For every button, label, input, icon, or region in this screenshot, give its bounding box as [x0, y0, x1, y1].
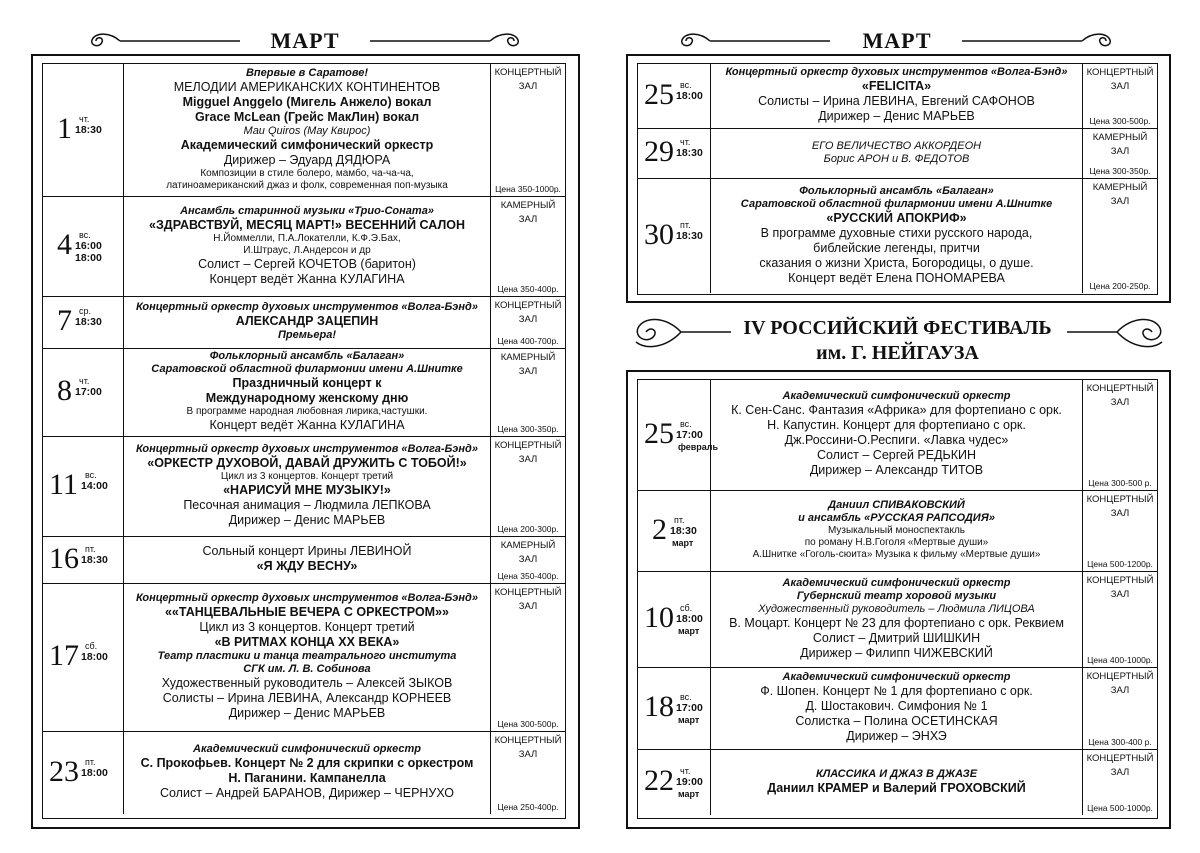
event-text-line: Н. Капустин. Концерт для фортепиано с орк.	[767, 418, 1026, 432]
date-cell	[638, 668, 711, 749]
event-text-line: Академический симфонический оркестр	[782, 671, 1011, 683]
venue-cell	[1082, 491, 1157, 571]
event-text-line: Международному женскому дню	[205, 391, 409, 405]
event-text-line: Песочная анимация – Людмила ЛЕПКОВА	[183, 498, 431, 512]
event-text-line: Концертный оркестр духовых инструментов «Волга-Бэнд»	[725, 66, 1068, 78]
event-text-line: Художественный руководитель – Алексей ЗЫКОВ	[161, 676, 453, 690]
event-text-line: Mau Quiros (Мау Квирос)	[243, 125, 371, 137]
time-second: 18:00	[75, 252, 102, 264]
right-ornament-left	[670, 30, 835, 52]
weekday: чт.	[79, 113, 90, 124]
event-description	[712, 668, 1081, 749]
event-text-line: «В РИТМАХ КОНЦА XX ВЕКА»	[214, 635, 400, 649]
left-schedule-table	[42, 63, 566, 819]
price-label: Цена 500-1000р.	[1087, 803, 1153, 813]
venue-name: КОНЦЕРТНЫЙ ЗАЛ	[1086, 494, 1154, 519]
time: 18:30	[676, 229, 703, 242]
price-label: Цена 500-1200р.	[1087, 559, 1153, 569]
event-description	[125, 537, 489, 583]
event-description	[125, 732, 489, 814]
venue-name: КОНЦЕРТНЫЙ ЗАЛ	[1086, 671, 1154, 696]
time: 17:00	[75, 386, 102, 398]
event-text-line: «FELICITA»	[861, 79, 932, 93]
time: 18:30	[676, 147, 703, 159]
event-text-line: Migguel Anggelo (Мигель Анжело) вокал	[182, 95, 432, 109]
event-text-line: Губернский театр хоровой музыки	[796, 590, 997, 602]
venue-cell	[490, 437, 565, 536]
event-text-line: Н. Паганини. Кампанелла	[228, 771, 386, 785]
time: 18:00	[676, 89, 703, 102]
venue-name: КОНЦЕРТНЫЙ ЗАЛ	[494, 300, 562, 325]
event-text-line: Солист – Дмитрий ШИШКИН	[812, 631, 981, 645]
event-text-line: и ансамбль «РУССКАЯ РАПСОДИЯ»	[798, 512, 995, 524]
event-description	[712, 380, 1081, 490]
event-text-line: Музыкальный моноспектакль	[827, 525, 966, 536]
event-text-line: Даниил СПИВАКОВСКИЙ	[828, 499, 965, 511]
weekday: ср.	[79, 306, 92, 316]
event-description	[712, 491, 1081, 571]
event-text-line: Дирижер – Денис МАРЬЕВ	[228, 706, 386, 720]
event-row	[43, 349, 565, 437]
weekday: вс.	[79, 230, 91, 240]
day-number: 18	[644, 690, 674, 723]
festival-title-line2: им. Г. НЕЙГАУЗА	[816, 342, 979, 364]
event-row	[638, 179, 1157, 293]
time: 18:30	[81, 553, 108, 566]
venue-name: КАМЕРНЫЙ ЗАЛ	[1092, 132, 1148, 157]
event-row	[638, 572, 1157, 668]
event-description	[125, 297, 489, 348]
event-text-line: Фольклорный ансамбль «Балаган»	[209, 350, 405, 362]
venue-cell	[490, 584, 565, 731]
date-cell	[638, 750, 711, 815]
event-description	[125, 584, 489, 731]
event-description	[712, 129, 1081, 178]
event-text-line: СГК им. Л. В. Собинова	[243, 663, 371, 675]
event-text-line: Солистка – Полина ОСЕТИНСКАЯ	[795, 714, 998, 728]
weekday: чт.	[680, 766, 691, 776]
venue-cell	[1082, 572, 1157, 667]
event-row	[43, 297, 565, 349]
month-label: март	[678, 626, 700, 636]
event-row	[43, 64, 565, 197]
weekday: чт.	[79, 376, 90, 386]
event-text-line: Цикл из 3 концертов. Концерт третий	[220, 471, 394, 482]
event-text-line: Борис АРОН и В. ФЕДОТОВ	[823, 153, 970, 165]
event-text-line: ««ТАНЦЕВАЛЬНЫЕ ВЕЧЕРА С ОРКЕСТРОМ»»	[164, 605, 449, 619]
venue-name: КАМЕРНЫЙ ЗАЛ	[1092, 182, 1148, 207]
left-ornament-left	[80, 30, 245, 52]
event-row	[638, 491, 1157, 572]
event-row	[43, 732, 565, 814]
price-label: Цена 200-300р.	[497, 524, 559, 534]
event-text-line: Солисты – Ирина ЛЕВИНА, Евгений САФОНОВ	[758, 94, 1035, 108]
weekday: вс.	[85, 470, 97, 480]
time: 17:00	[676, 702, 703, 714]
event-text-line: Даниил КРАМЕР и Валерий ГРОХОВСКИЙ	[767, 781, 1026, 795]
venue-cell	[1082, 129, 1157, 178]
date-cell	[638, 572, 711, 667]
venue-cell	[1082, 750, 1157, 815]
festival-schedule-table	[637, 379, 1158, 819]
price-label: Цена 300-500р.	[1089, 116, 1151, 126]
price-label: Цена 200-250р.	[1089, 281, 1151, 291]
event-text-line: Концерт ведёт Жанна КУЛАГИНА	[209, 272, 405, 286]
event-text-line: А.Шнитке «Гоголь-сюита» Музыка к фильму «Мертвые души»	[752, 549, 1041, 560]
price-label: Цена 350-400р.	[497, 284, 559, 294]
event-text-line: Grace McLean (Грейс МакЛин) вокал	[194, 110, 420, 124]
date-cell	[43, 584, 124, 731]
event-description	[125, 349, 489, 436]
event-row	[43, 437, 565, 537]
weekday: пт.	[680, 219, 691, 230]
event-text-line: Впервые в Саратове!	[245, 67, 369, 79]
event-text-line: Концерт ведёт Жанна КУЛАГИНА	[209, 418, 405, 432]
event-text-line: латиноамериканский джаз и фолк, современная поп-музыка	[166, 180, 448, 191]
event-text-line: Дирижер – Эдуард ДЯДЮРА	[223, 153, 391, 167]
venue-name: КОНЦЕРТНЫЙ ЗАЛ	[494, 735, 562, 760]
event-text-line: Академический симфонический оркестр	[782, 390, 1011, 402]
event-text-line: Д. Шостакович. Симфония № 1	[805, 699, 988, 713]
event-description	[125, 64, 489, 196]
event-text-line: Академический симфонический оркестр	[193, 743, 421, 755]
right-month-title: МАРТ	[862, 28, 932, 53]
event-text-line: Праздничный концерт к	[232, 376, 382, 390]
event-text-line: Солист – Андрей БАРАНОВ, Дирижер – ЧЕРНУХО	[159, 786, 455, 800]
event-text-line: ЕГО ВЕЛИЧЕСТВО АККОРДЕОН	[811, 140, 982, 152]
month-label: февраль	[678, 441, 719, 452]
day-number: 30	[644, 217, 674, 251]
time: 18:00	[676, 613, 703, 625]
weekday: вс.	[680, 692, 692, 702]
venue-cell	[490, 297, 565, 348]
date-cell	[43, 537, 124, 583]
right-ornament-right	[957, 30, 1122, 52]
event-text-line: Академический симфонический оркестр	[180, 138, 434, 152]
event-text-line: Н.Йоммелли, П.А.Локателли, К.Ф.Э.Бах,	[213, 233, 401, 244]
event-description	[125, 197, 489, 296]
date-cell	[638, 179, 711, 293]
event-text-line: Дирижер – Филипп ЧИЖЕВСКИЙ	[800, 646, 993, 660]
venue-name: КАМЕРНЫЙ ЗАЛ	[500, 200, 556, 225]
venue-name: КОНЦЕРТНЫЙ ЗАЛ	[494, 67, 562, 92]
time: 14:00	[81, 480, 108, 492]
time: 18:30	[75, 123, 102, 136]
event-text-line: Концертный оркестр духовых инструментов «Волга-Бэнд»	[136, 301, 478, 313]
event-text-line: Ансамбль старинной музыки «Трио-Соната»	[180, 205, 434, 217]
event-text-line: библейские легенды, притчи	[813, 241, 980, 255]
venue-name: КАМЕРНЫЙ ЗАЛ	[500, 352, 556, 377]
price-label: Цена 300-350р.	[1089, 166, 1151, 176]
event-text-line: «НАРИСУЙ МНЕ МУЗЫКУ!»	[223, 483, 391, 497]
day-number: 8	[57, 374, 72, 407]
venue-name: КОНЦЕРТНЫЙ ЗАЛ	[1086, 67, 1154, 92]
day-number: 1	[57, 111, 72, 145]
event-row	[638, 129, 1157, 179]
event-text-line: Художественный руководитель – Людмила ЛИЦОВА	[758, 603, 1035, 615]
event-text-line: «ЗДРАВСТВУЙ, МЕСЯЦ МАРТ!» ВЕСЕННИЙ САЛОН	[149, 218, 465, 232]
event-text-line: «ОРКЕСТР ДУХОВОЙ, ДАВАЙ ДРУЖИТЬ С ТОБОЙ!»	[147, 456, 467, 470]
event-text-line: Академический симфонический оркестр	[782, 577, 1011, 589]
weekday: пт.	[674, 514, 685, 525]
venue-cell	[490, 732, 565, 814]
right-schedule-table	[637, 63, 1158, 295]
month-label: март	[672, 537, 694, 548]
event-description	[712, 64, 1081, 128]
price-label: Цена 300-350р.	[497, 424, 559, 434]
event-text-line: К. Сен-Санс. Фантазия «Африка» для фортепиано с орк.	[731, 403, 1062, 417]
date-cell	[43, 349, 124, 436]
venue-name: КОНЦЕРТНЫЙ ЗАЛ	[494, 587, 562, 612]
event-text-line: Дирижер – ЭНХЭ	[846, 729, 947, 743]
price-label: Цена 300-400 р.	[1088, 737, 1152, 747]
day-number: 7	[57, 304, 72, 337]
event-text-line: Концертный оркестр духовых инструментов «Волга-Бэнд»	[136, 443, 478, 455]
event-text-line: Композиции в стиле болеро, мамбо, ча-ча-ча,	[200, 168, 414, 179]
event-text-line: Концерт ведёт Елена ПОНОМАРЕВА	[788, 271, 1005, 285]
time: 17:00	[676, 428, 703, 441]
event-text-line: Концертный оркестр духовых инструментов «Волга-Бэнд»	[136, 592, 478, 604]
price-label: Цена 350-400р.	[497, 571, 559, 581]
event-text-line: С. Прокофьев. Концерт № 2 для скрипки с оркестром	[140, 756, 474, 770]
event-row	[638, 380, 1157, 491]
event-text-line: Солист – Сергей КОЧЕТОВ (баритон)	[198, 257, 416, 271]
event-text-line: Дирижер – Денис МАРЬЕВ	[818, 109, 975, 123]
event-row	[638, 750, 1157, 815]
venue-name: КОНЦЕРТНЫЙ ЗАЛ	[1086, 383, 1154, 408]
time: 18:30	[670, 524, 697, 537]
event-text-line: В. Моцарт. Концерт № 23 для фортепиано с орк. Реквием	[729, 616, 1064, 630]
venue-cell	[1082, 380, 1157, 490]
event-text-line: Театр пластики и танца театрального института	[157, 650, 457, 662]
event-text-line: В программе духовные стихи русского народа,	[760, 226, 1033, 240]
event-row	[43, 537, 565, 584]
day-number: 17	[49, 639, 79, 672]
day-number: 25	[644, 77, 674, 111]
date-cell	[43, 197, 124, 296]
event-text-line: В программе народная любовная лирика,частушки.	[186, 406, 428, 417]
weekday: вс.	[680, 79, 692, 90]
event-text-line: АЛЕКСАНДР ЗАЦЕПИН	[235, 314, 379, 328]
weekday: пт.	[85, 756, 96, 767]
event-text-line: Дирижер – Денис МАРЬЕВ	[228, 513, 386, 527]
weekday: пт.	[85, 543, 96, 554]
event-text-line: Ф. Шопен. Концерт № 1 для фортепиано с орк.	[760, 684, 1033, 698]
date-cell	[43, 437, 124, 536]
day-number: 22	[644, 764, 674, 797]
date-cell	[638, 129, 711, 178]
venue-cell	[490, 197, 565, 296]
venue-cell	[1082, 179, 1157, 293]
event-text-line: Дирижер – Александр ТИТОВ	[809, 463, 984, 477]
day-number: 4	[57, 228, 72, 261]
festival-ornament-right	[1062, 308, 1172, 356]
venue-name: КОНЦЕРТНЫЙ ЗАЛ	[494, 440, 562, 465]
price-label: Цена 300-500 р.	[1088, 478, 1152, 488]
venue-cell	[490, 537, 565, 583]
day-number: 11	[49, 468, 78, 501]
venue-name: КОНЦЕРТНЫЙ ЗАЛ	[1086, 753, 1154, 778]
event-text-line: Цикл из 3 концертов. Концерт третий	[199, 620, 415, 634]
date-cell	[638, 64, 711, 128]
day-number: 25	[644, 416, 674, 450]
event-text-line: «РУССКИЙ АПОКРИФ»	[826, 211, 967, 225]
event-text-line: Саратовской областной филармонии имени А.Шнитке	[151, 363, 463, 375]
left-month-title: МАРТ	[270, 28, 340, 53]
event-row	[43, 197, 565, 297]
date-cell	[43, 297, 124, 348]
event-description	[125, 437, 489, 536]
time: 16:00	[75, 240, 102, 252]
event-text-line: «Я ЖДУ ВЕСНУ»	[256, 559, 358, 573]
weekday: вс.	[680, 418, 692, 429]
event-text-line: КЛАССИКА И ДЖАЗ В ДЖАЗЕ	[815, 768, 978, 780]
price-label: Цена 350-1000р.	[495, 184, 561, 194]
event-row	[638, 64, 1157, 129]
time: 19:00	[676, 776, 703, 788]
date-cell	[638, 491, 711, 571]
event-row	[43, 584, 565, 732]
event-text-line: Саратовской областной филармонии имени А.Шнитке	[740, 198, 1053, 210]
time: 18:30	[75, 316, 102, 328]
venue-name: КОНЦЕРТНЫЙ ЗАЛ	[1086, 575, 1154, 600]
day-number: 10	[644, 601, 674, 634]
event-description	[712, 179, 1081, 293]
time: 18:00	[81, 766, 108, 779]
venue-cell	[490, 349, 565, 436]
left-ornament-right	[365, 30, 530, 52]
event-text-line: Сольный концерт Ирины ЛЕВИНОЙ	[202, 544, 412, 558]
event-text-line: Премьера!	[277, 329, 337, 341]
event-text-line: сказания о жизни Христа, Богородицы, о душе.	[759, 256, 1034, 270]
venue-cell	[490, 64, 565, 196]
weekday: сб.	[85, 641, 98, 651]
day-number: 29	[644, 135, 674, 168]
venue-name: КАМЕРНЫЙ ЗАЛ	[500, 540, 556, 565]
event-text-line: И.Штраус, Л.Андерсон и др	[243, 245, 371, 256]
event-text-line: Солисты – Ирина ЛЕВИНА, Александр КОРНЕЕВ	[162, 691, 452, 705]
price-label: Цена 400-700р.	[497, 336, 559, 346]
festival-title-line1: IV РОССИЙСКИЙ ФЕСТИВАЛЬ	[743, 317, 1052, 339]
day-number: 23	[49, 754, 79, 788]
event-text-line: Дж.Россини-О.Респиги. «Лавка чудес»	[784, 433, 1009, 447]
event-text-line: Солист – Сергей РЕДЬКИН	[816, 448, 977, 462]
weekday: сб.	[680, 603, 693, 613]
price-label: Цена 300-500р.	[497, 719, 559, 729]
event-text-line: по роману Н.В.Гоголя «Мертвые души»	[804, 537, 989, 548]
venue-cell	[1082, 668, 1157, 749]
event-row	[638, 668, 1157, 750]
date-cell	[43, 64, 124, 196]
event-text-line: МЕЛОДИИ АМЕРИКАНСКИХ КОНТИНЕНТОВ	[173, 80, 441, 94]
event-description	[712, 750, 1081, 815]
time: 18:00	[81, 651, 108, 663]
venue-cell	[1082, 64, 1157, 128]
date-cell	[638, 380, 719, 490]
date-cell	[43, 732, 124, 814]
price-label: Цена 400-1000р.	[1087, 655, 1153, 665]
price-label: Цена 250-400р.	[497, 802, 559, 812]
month-label: март	[678, 715, 700, 725]
weekday: чт.	[680, 137, 691, 147]
day-number: 16	[49, 541, 79, 575]
day-number: 2	[652, 512, 667, 546]
event-description	[712, 572, 1081, 667]
month-label: март	[678, 789, 700, 799]
event-text-line: Фольклорный ансамбль «Балаган»	[799, 185, 994, 197]
